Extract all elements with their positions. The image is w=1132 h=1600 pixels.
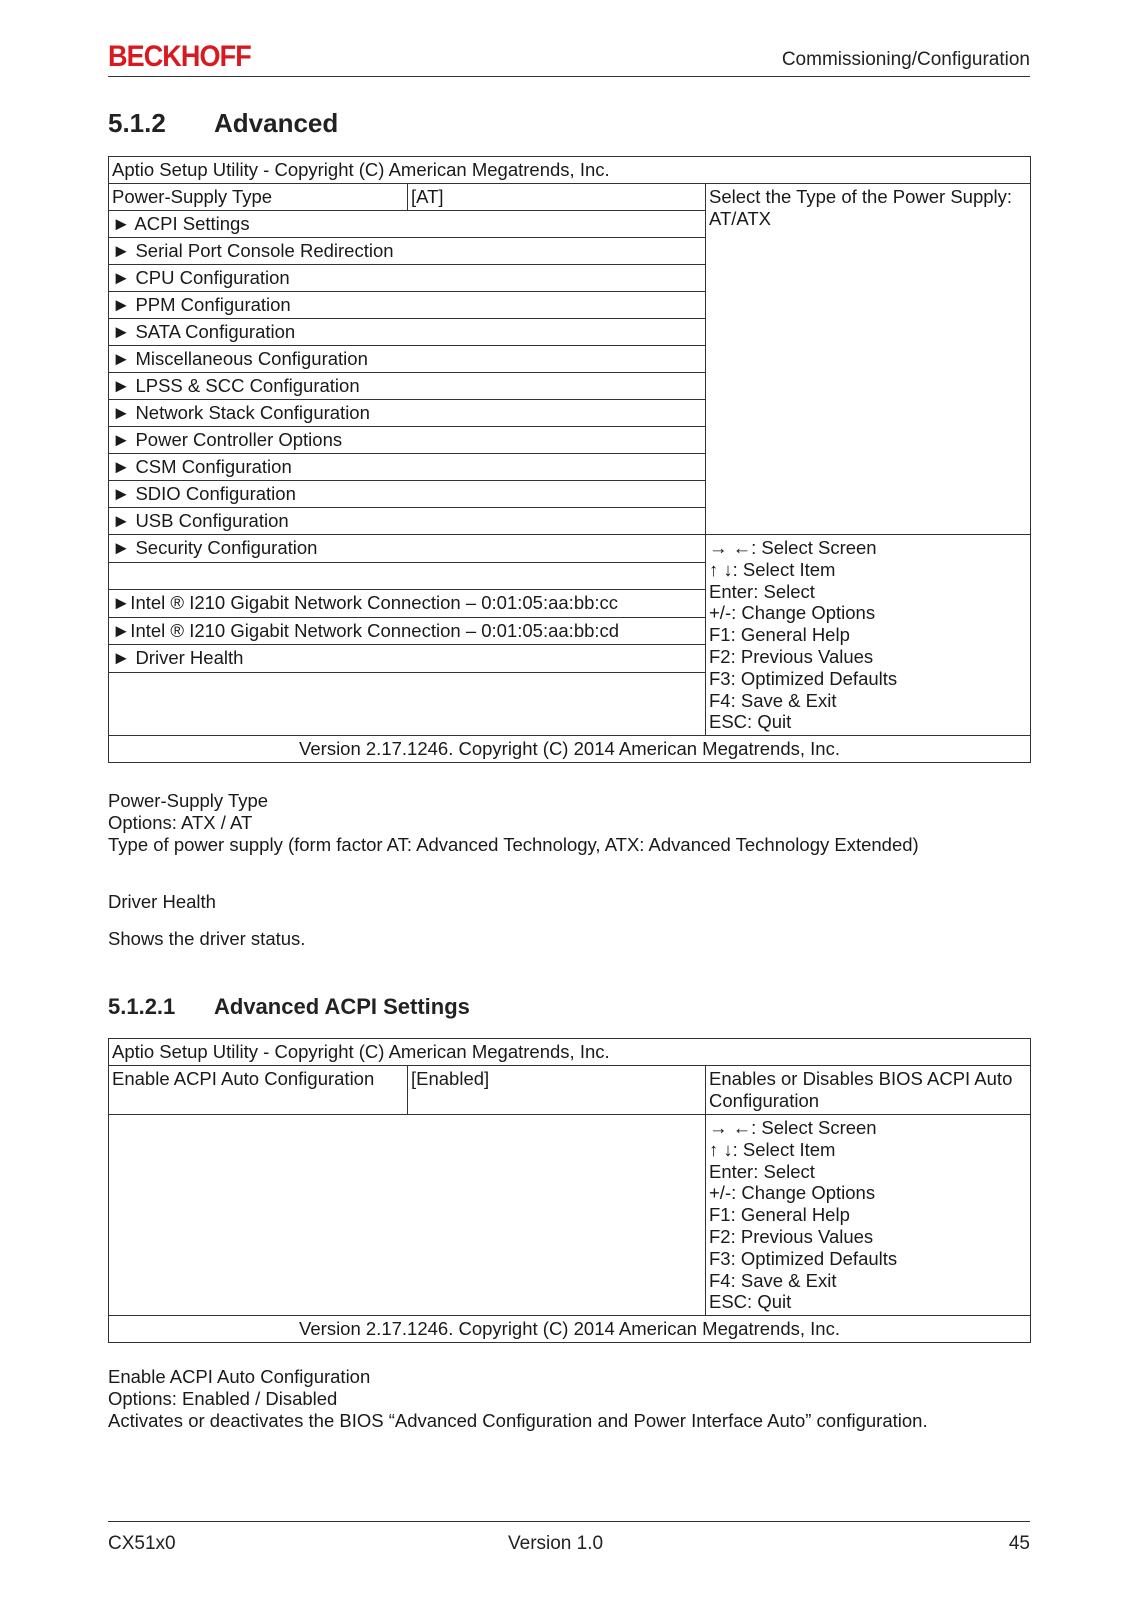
description-power-supply	[108, 790, 919, 856]
key-optimized-defaults: F3: Optimized Defaults	[709, 667, 898, 689]
key-previous-values: F2: Previous Values	[709, 645, 874, 667]
key-quit: ESC: Quit	[709, 711, 792, 733]
section-title: Advanced ACPI Settings	[214, 994, 470, 1019]
key-enter: Enter: Select	[709, 1160, 815, 1182]
key-save-exit: F4: Save & Exit	[709, 689, 837, 711]
brand-logo: BECKHOFF	[108, 40, 251, 73]
menu-item-network-stack[interactable]: ► Network Stack Configuration	[109, 400, 706, 427]
menu-item-ppm-config[interactable]: ► PPM Configuration	[109, 292, 706, 319]
key-select-item: ↑ ↓: Select Item	[709, 558, 836, 580]
section-number: 5.1.2	[108, 108, 166, 138]
setting-label-acpi-auto[interactable]: Enable ACPI Auto Configuration	[109, 1066, 408, 1115]
bios-screen-acpi	[108, 1038, 1031, 1343]
key-quit: ESC: Quit	[709, 1291, 792, 1313]
description-acpi-auto	[108, 1366, 928, 1432]
desc-text: Type of power supply (form factor AT: Advanced Technology, ATX: Advanced Technology Extended)	[108, 834, 919, 855]
page-footer	[108, 1521, 1030, 1554]
menu-item-intel-nic-1[interactable]: ►Intel ® I210 Gigabit Network Connection – 0:01:05:aa:bb:cc	[109, 589, 706, 617]
menu-item-misc-config[interactable]: ► Miscellaneous Configuration	[109, 346, 706, 373]
key-enter: Enter: Select	[709, 580, 815, 602]
menu-item-power-controller[interactable]: ► Power Controller Options	[109, 427, 706, 454]
desc-text: Shows the driver status.	[108, 928, 306, 949]
section-heading-advanced	[108, 108, 338, 139]
key-save-exit: F4: Save & Exit	[709, 1269, 837, 1291]
menu-item-cpu-config[interactable]: ► CPU Configuration	[109, 265, 706, 292]
key-general-help: F1: General Help	[709, 1204, 850, 1226]
footer-product: CX51x0	[108, 1533, 176, 1554]
bios-version: Version 2.17.1246. Copyright (C) 2014 American Megatrends, Inc.	[109, 1316, 1031, 1343]
menu-item-serial-port[interactable]: ► Serial Port Console Redirection	[109, 238, 706, 265]
menu-item-sata-config[interactable]: ► SATA Configuration	[109, 319, 706, 346]
menu-empty-area	[109, 673, 706, 736]
bios-version: Version 2.17.1246. Copyright (C) 2014 American Megatrends, Inc.	[109, 736, 1031, 763]
key-change-options: +/-: Change Options	[709, 602, 876, 624]
desc-text: Activates or deactivates the BIOS “Advanced Configuration and Power Interface Auto” configuration.	[108, 1410, 928, 1431]
bios-title: Aptio Setup Utility - Copyright (C) American Megatrends, Inc.	[109, 157, 1031, 184]
menu-item-acpi-settings[interactable]: ► ACPI Settings	[109, 211, 706, 238]
bios-title: Aptio Setup Utility - Copyright (C) American Megatrends, Inc.	[109, 1039, 1031, 1066]
menu-item-sdio-config[interactable]: ► SDIO Configuration	[109, 481, 706, 508]
menu-item-driver-health[interactable]: ► Driver Health	[109, 645, 706, 673]
section-title: Advanced	[214, 108, 339, 138]
desc-options: Options: Enabled / Disabled	[108, 1388, 338, 1409]
key-previous-values: F2: Previous Values	[709, 1225, 874, 1247]
section-heading-acpi	[108, 994, 470, 1020]
desc-title: Driver Health	[108, 891, 216, 912]
desc-title: Enable ACPI Auto Configuration	[108, 1366, 371, 1387]
desc-options: Options: ATX / AT	[108, 812, 253, 833]
key-select-screen: → ←: Select Screen	[709, 1117, 877, 1138]
menu-item-csm-config[interactable]: ► CSM Configuration	[109, 454, 706, 481]
menu-item-intel-nic-2[interactable]: ►Intel ® I210 Gigabit Network Connection – 0:01:05:aa:bb:cd	[109, 617, 706, 645]
footer-version: Version 1.0	[508, 1533, 604, 1554]
bios-screen-advanced	[108, 156, 1031, 763]
key-optimized-defaults: F3: Optimized Defaults	[709, 1247, 898, 1269]
desc-title: Power-Supply Type	[108, 790, 269, 811]
key-legend	[706, 535, 1031, 736]
menu-item-security-config[interactable]: ► Security Configuration	[109, 535, 706, 563]
key-general-help: F1: General Help	[709, 624, 850, 646]
page-header	[108, 40, 1030, 77]
description-driver-health	[108, 891, 305, 950]
menu-spacer-row	[109, 562, 706, 589]
key-legend	[706, 1115, 1031, 1316]
setting-value-acpi-auto[interactable]: [Enabled]	[408, 1066, 706, 1115]
header-section-title: Commissioning/Configuration	[781, 49, 1030, 70]
menu-item-lpss-scc-config[interactable]: ► LPSS & SCC Configuration	[109, 373, 706, 400]
help-panel: Enables or Disables BIOS ACPI Auto Configuration	[706, 1066, 1031, 1115]
key-change-options: +/-: Change Options	[709, 1182, 876, 1204]
footer-page-number: 45	[1008, 1533, 1030, 1554]
key-select-item: ↑ ↓: Select Item	[709, 1138, 836, 1160]
setting-value-power-supply[interactable]: [AT]	[408, 184, 706, 211]
menu-item-usb-config[interactable]: ► USB Configuration	[109, 508, 706, 535]
setting-label-power-supply[interactable]: Power-Supply Type	[109, 184, 408, 211]
section-number: 5.1.2.1	[108, 994, 176, 1019]
help-panel: Select the Type of the Power Supply: AT/ATX	[706, 184, 1031, 535]
key-select-screen: → ←: Select Screen	[709, 537, 877, 558]
menu-empty-area	[109, 1115, 706, 1316]
